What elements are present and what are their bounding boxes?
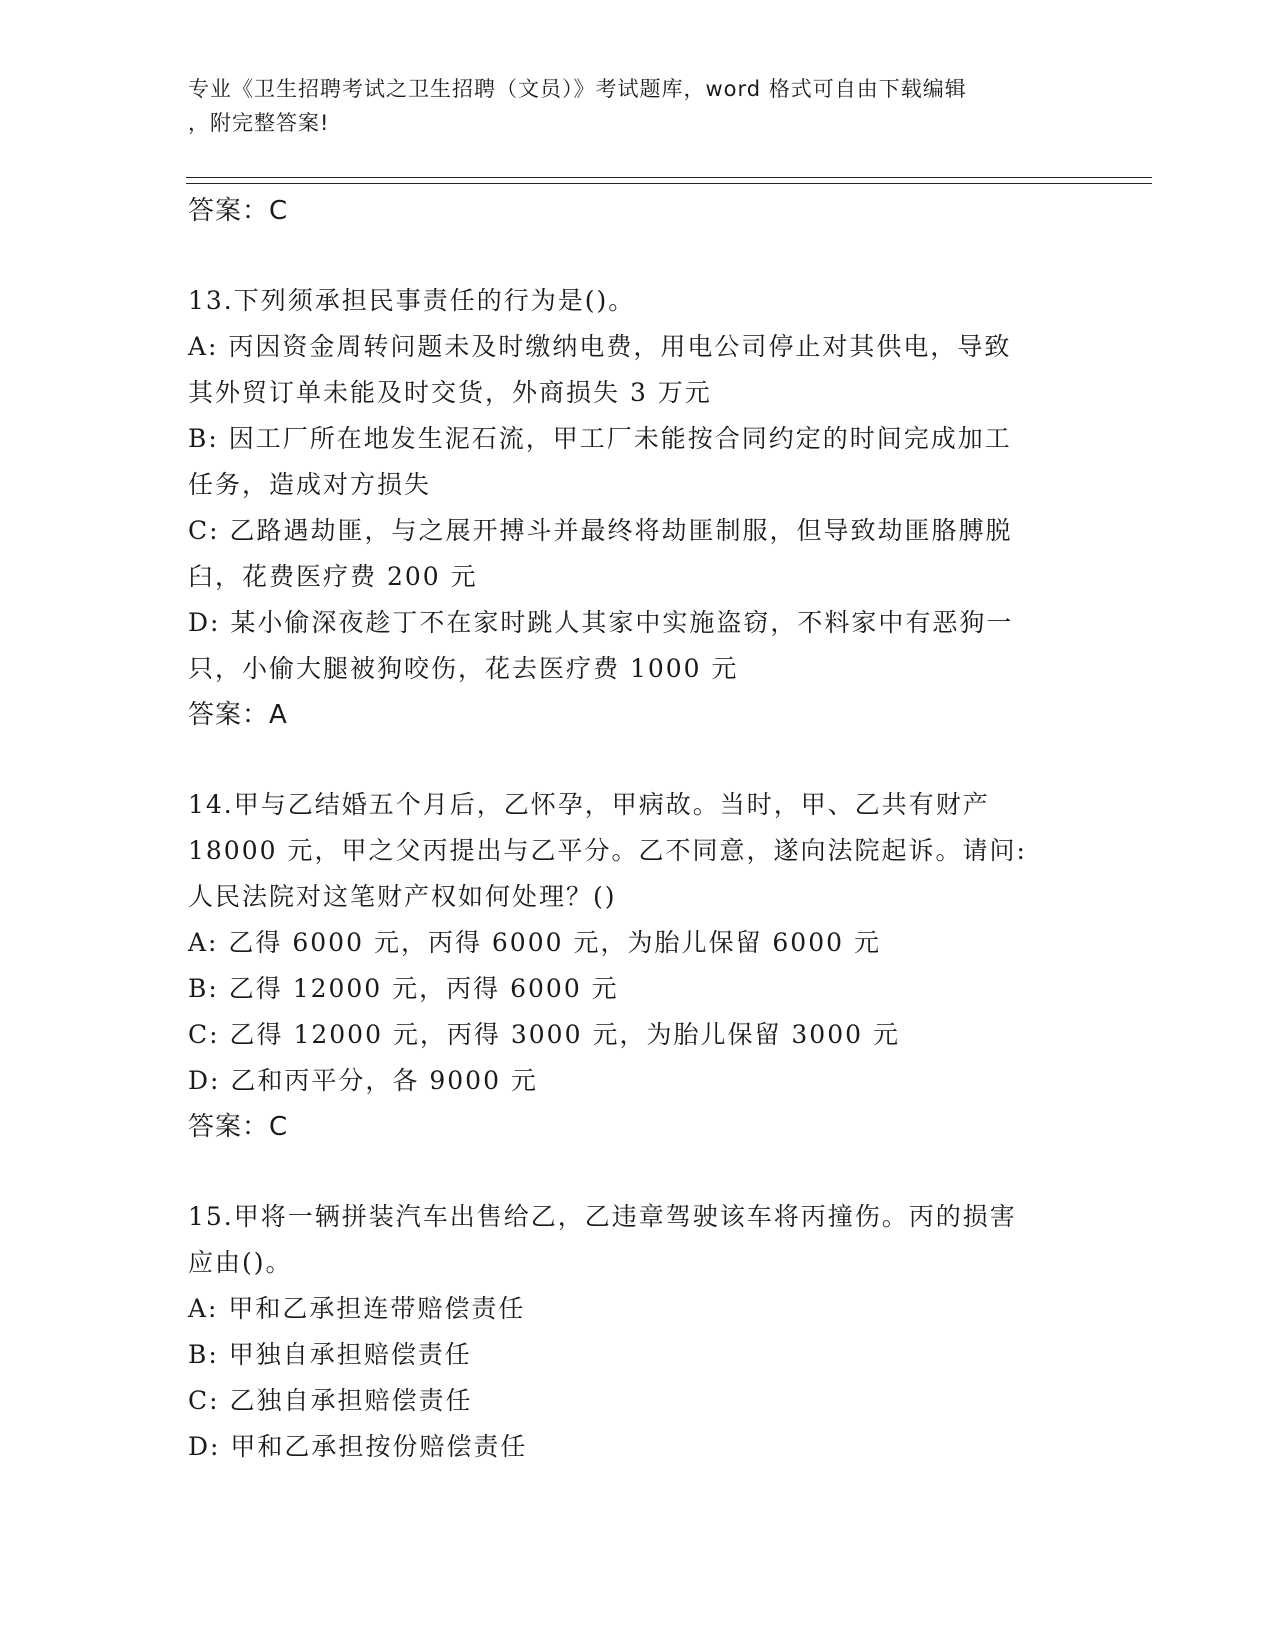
question-14-option-a: A: 乙得 6000 元，丙得 6000 元，为胎儿保留 6000 元 [188, 928, 881, 957]
previous-answer: 答案：C [188, 196, 289, 226]
question-13-option-c-line-1: C: 乙路遇劫匪，与之展开搏斗并最终将劫匪制服，但导致劫匪胳膊脱 [188, 516, 1013, 545]
question-13-option-b-line-2: 任务，造成对方损失 [188, 470, 432, 499]
question-15-stem-line-2: 应由()。 [188, 1248, 293, 1277]
header-divider-bottom [186, 183, 1152, 184]
question-14-stem-line-3: 人民法院对这笔财产权如何处理？() [188, 882, 617, 911]
header-divider-top [186, 177, 1152, 178]
question-15 [188, 1194, 1088, 1470]
question-13-option-c-line-2: 臼，花费医疗费 200 元 [188, 562, 478, 591]
question-14-option-b: B: 乙得 12000 元，丙得 6000 元 [188, 974, 619, 1003]
page-header [188, 72, 1068, 140]
question-15-option-c: C: 乙独自承担赔偿责任 [188, 1386, 473, 1415]
question-13-option-d-line-1: D: 某小偷深夜趁丁不在家时跳人其家中实施盗窃，不料家中有恶狗一 [188, 608, 1014, 637]
question-13-option-b-line-1: B: 因工厂所在地发生泥石流，甲工厂未能按合同约定的时间完成加工 [188, 424, 1012, 453]
header-text-line-2: ，附完整答案! [188, 111, 330, 135]
question-13-option-d-line-2: 只，小偷大腿被狗咬伤，花去医疗费 1000 元 [188, 654, 739, 683]
question-14-answer: 答案：C [188, 1112, 289, 1142]
question-15-stem-line-1: 15.甲将一辆拼装汽车出售给乙，乙违章驾驶该车将丙撞伤。丙的损害 [188, 1202, 1017, 1231]
document-body [188, 188, 1088, 1470]
question-14-stem-line-2: 18000 元，甲之父丙提出与乙平分。乙不同意，遂向法院起诉。请问: [188, 836, 1027, 865]
question-13-stem: 13.下列须承担民事责任的行为是()。 [188, 286, 636, 315]
question-15-option-d: D: 甲和乙承担按份赔偿责任 [188, 1432, 528, 1461]
question-13-option-a-line-2: 其外贸订单未能及时交货，外商损失 3 万元 [188, 378, 712, 407]
question-13-option-a-line-1: A: 丙因资金周转问题未及时缴纳电费，用电公司停止对其供电，导致 [188, 332, 1012, 361]
question-14-stem-line-1: 14.甲与乙结婚五个月后，乙怀孕，甲病故。当时，甲、乙共有财产 [188, 790, 990, 819]
question-13-answer: 答案：A [188, 700, 288, 730]
question-13 [188, 278, 1088, 738]
header-text-line-1: 专业《卫生招聘考试之卫生招聘（文员）》考试题库，word 格式可自由下载编辑 [188, 77, 967, 101]
question-14 [188, 782, 1088, 1150]
question-15-option-a: A: 甲和乙承担连带赔偿责任 [188, 1294, 526, 1323]
question-15-option-b: B: 甲独自承担赔偿责任 [188, 1340, 472, 1369]
question-14-option-c: C: 乙得 12000 元，丙得 3000 元，为胎儿保留 3000 元 [188, 1020, 900, 1049]
question-14-option-d: D: 乙和丙平分，各 9000 元 [188, 1066, 538, 1095]
